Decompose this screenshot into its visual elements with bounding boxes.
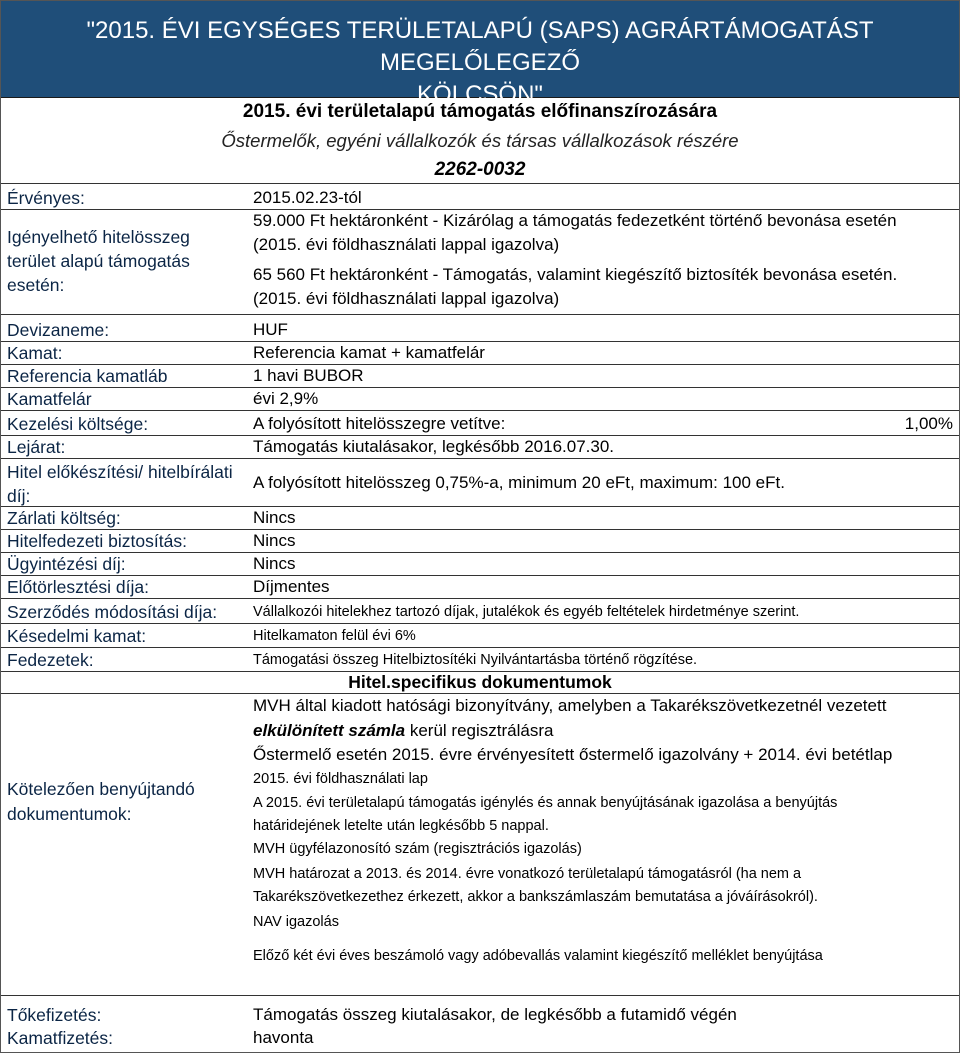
label-hitel-dij-1: Hitel előkészítési/ hitelbírálati [7, 462, 233, 482]
divider [1, 506, 959, 507]
value-tokefizetes: Támogatás összeg kiutalásakor, de legkésőbb a futamidő végén [253, 1005, 737, 1024]
value-kamatfizetes: havonta [253, 1028, 314, 1047]
doc-item-1-rest: kerül regisztrálásra [409, 721, 554, 740]
value-kesedelmi-kamat: Hitelkamaton felül évi 6% [253, 628, 416, 644]
value-ugyintezesi: Nincs [253, 554, 296, 573]
label-hitelfedezeti: Hitelfedezeti biztosítás: [7, 531, 187, 551]
divider [1, 693, 959, 694]
divider [1, 314, 959, 315]
divider [1, 623, 959, 624]
divider [1, 410, 959, 411]
document-title [1, 15, 959, 111]
label-kotelezo-dokumentumok-2: dokumentumok: [7, 804, 132, 824]
label-elotorlesztesi: Előtörlesztési díja: [7, 577, 150, 597]
label-kotelezo-dokumentumok-1: Kötelezően benyújtandó [7, 779, 195, 799]
doc-item-1-line1: MVH által kiadott hatósági bizonyítvány, amelyben a Takarékszövetkezetnél vezetett [253, 696, 887, 715]
doc-item-2: Őstermelő esetén 2015. évre érvényesített őstermelő igazolvány + 2014. évi betétlap [253, 745, 893, 764]
doc-item-6-line1: MVH határozat a 2013. és 2014. évre vonatkozó területalapú támogatásról (ha nem a [253, 866, 802, 882]
label-igenyelheto-2: terület alapú támogatás [7, 251, 190, 271]
divider [1, 183, 959, 184]
value-igenyelheto-option1-line1: 59.000 Ft hektáronként - Kizárólag a támogatás fedezetként történő bevonása esetén [253, 211, 897, 230]
subtitle-line1: 2015. évi területalapú támogatás előfinanszírozására [242, 101, 718, 122]
value-devizanem: HUF [253, 320, 288, 339]
divider [1, 995, 959, 996]
label-kamat: Kamat: [7, 343, 63, 363]
doc-item-4-line2: határidejének letelte után legkésőbb 5 nappal. [253, 818, 549, 834]
value-kezelesi-rate: 1,00% [904, 414, 953, 433]
doc-item-1-line2 [253, 720, 553, 742]
doc-item-5: MVH ügyfélazonosító szám (regisztrációs igazolás) [253, 841, 582, 857]
value-igenyelheto-option2-line1: 65 560 Ft hektáronként - Támogatás, valamint kiegészítő biztosíték bevonása esetén. [253, 265, 898, 284]
label-kesedelmi-kamat: Késedelmi kamat: [7, 626, 147, 646]
divider [1, 598, 959, 599]
subtitle-line2: Őstermelők, egyéni vállalkozók és társas vállalkozások részére [221, 130, 739, 151]
label-hitel-dij-2: díj: [7, 486, 31, 506]
value-lejarat: Támogatás kiutalásakor, legkésőbb 2016.07.30. [253, 437, 615, 456]
label-tokefizetes: Tőkefizetés: [7, 1005, 102, 1025]
value-kezelesi-koltseg: A folyósított hitelösszegre vetítve: [253, 414, 506, 433]
product-code: 2262-0032 [434, 159, 526, 180]
document-title-line2: KÖLCSÖN" [417, 81, 543, 108]
label-devizanem: Devizaneme: [7, 320, 110, 340]
label-ugyintezesi: Ügyintézési díj: [7, 554, 126, 574]
doc-item-7: NAV igazolás [253, 914, 339, 930]
value-referencia-kamatlab: 1 havi BUBOR [253, 366, 364, 385]
value-hitel-dij: A folyósított hitelösszeg 0,75%-a, minimum 20 eFt, maximum: 100 eFt. [253, 473, 785, 492]
label-lejarat: Lejárat: [7, 437, 66, 457]
divider [1, 458, 959, 459]
label-fedezetek: Fedezetek: [7, 650, 94, 670]
label-szerzodes-modositasi: Szerződés módosítási díja: [7, 602, 218, 622]
doc-item-3: 2015. évi földhasználati lap [253, 771, 428, 787]
document-title-line1: "2015. ÉVI EGYSÉGES TERÜLETALAPÚ (SAPS) AGRÁRTÁMOGATÁST MEGELŐLEGEZŐ [86, 17, 874, 76]
label-kezelesi-koltseg: Kezelési költsége: [7, 414, 149, 434]
doc-item-4-line1: A 2015. évi területalapú támogatás igénylés és annak benyújtásának igazolása a benyújtás [253, 795, 838, 811]
divider [1, 647, 959, 648]
divider [1, 387, 959, 388]
doc-item-1-emphasis: elkülönített számla [253, 721, 406, 740]
value-hitelfedezeti: Nincs [253, 531, 296, 550]
label-ervenyes: Érvényes: [7, 188, 85, 208]
divider [1, 552, 959, 553]
title-banner [1, 1, 959, 108]
label-zarlati: Zárlati költség: [7, 508, 121, 528]
label-kamatfizetes: Kamatfizetés: [7, 1028, 114, 1048]
label-kamatfelar: Kamatfelár [7, 389, 92, 409]
value-kamatfelar: évi 2,9% [253, 389, 319, 408]
value-elotorlesztesi: Díjmentes [253, 577, 330, 596]
value-igenyelheto-option2-line2: (2015. évi földhasználati lappal igazolva) [253, 289, 560, 308]
value-zarlati: Nincs [253, 508, 296, 527]
value-kamat: Referencia kamat + kamatfelár [253, 343, 485, 362]
doc-item-6-line2: Takarékszövetkezethez érkezett, akkor a bankszámlaszám bemutatása a jóváírásokról). [253, 889, 818, 905]
label-igenyelheto-3: esetén: [7, 275, 65, 295]
value-szerzodes-modositasi: Vállalkozói hitelekhez tartozó díjak, jutalékok és egyéb feltételek hirdetménye szerint. [253, 604, 800, 620]
doc-item-8: Előző két évi éves beszámoló vagy adóbevallás valamint kiegészítő melléklet benyújtása [253, 948, 823, 964]
label-igenyelheto-1: Igényelhető hitelösszeg [7, 227, 190, 247]
value-ervenyes: 2015.02.23-tól [253, 188, 362, 207]
value-igenyelheto-option1-line2: (2015. évi földhasználati lappal igazolva) [253, 235, 560, 254]
value-fedezetek: Támogatási összeg Hitelbiztosítéki Nyilvántartásba történő rögzítése. [253, 652, 698, 668]
docs-section-title: Hitel.specifikus dokumentumok [348, 672, 612, 692]
label-referencia-kamatlab: Referencia kamatláb [7, 366, 168, 386]
